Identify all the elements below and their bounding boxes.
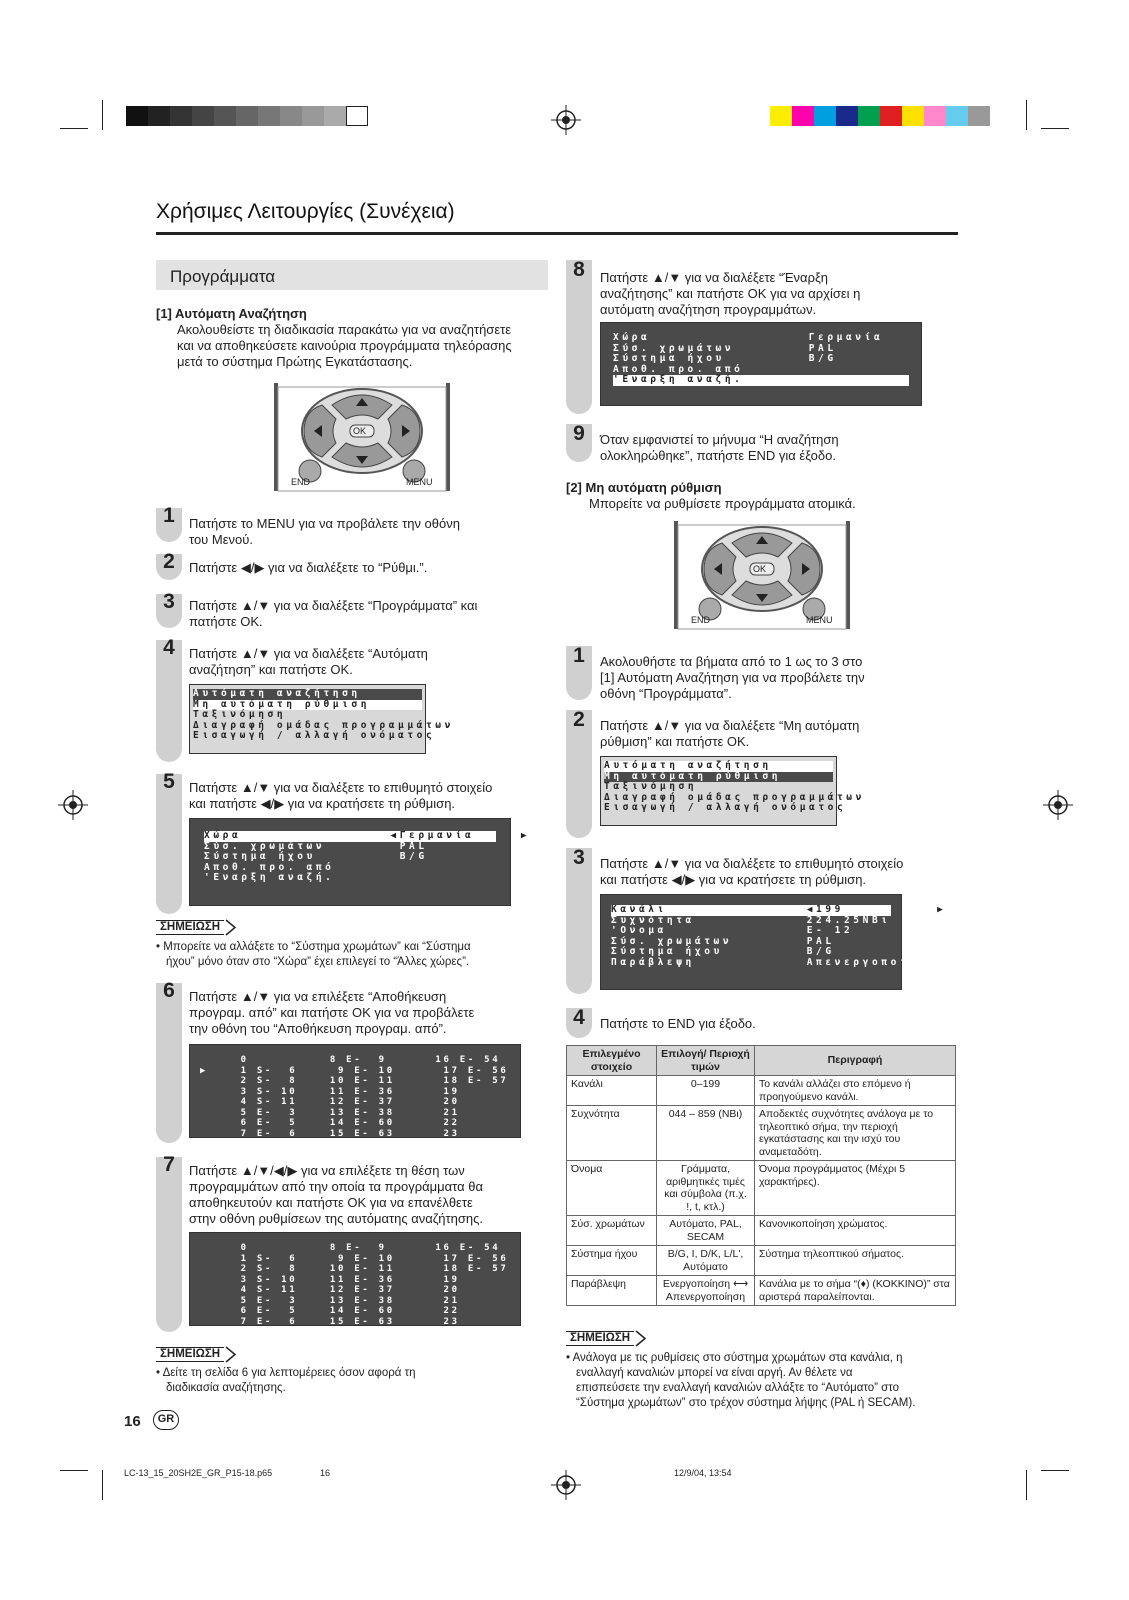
auto-intro-line: και να αποθηκεύσετε καινούρια προγράμματα τηλεόρασης (177, 338, 512, 353)
note-label: ΣΗΜΕΙΩΣΗ (566, 1331, 634, 1346)
step-text: ρύθμιση” και πατήστε OK. (600, 734, 750, 749)
step-number: 3 (573, 846, 585, 869)
osd-row: Διαγραφή ομάδας προγραμμάτων (604, 791, 865, 803)
crop-mark (1041, 1470, 1069, 1471)
osd-menu (600, 756, 865, 826)
osd-row: 1 S- 6 9 E- 10 17 E- 56 (200, 1253, 509, 1264)
note-text: διαδικασία αναζήτησης. (166, 1382, 286, 1394)
osd-row: 3 S- 10 11 E- 36 19 (200, 1274, 460, 1285)
step-number: 4 (573, 1006, 585, 1029)
osd-row: Ταξινόμηση (193, 709, 287, 720)
program-grid (189, 1044, 521, 1138)
osd-row: 6 E- 5 14 E- 60 22 (200, 1118, 460, 1128)
step-text: αναζήτησης” και πατήστε OK για να αρχίσει η (600, 286, 861, 301)
table-cell: Όνομα (567, 1161, 657, 1216)
table-cell: Αποδεκτές συχνότητες ανάλογα με το τηλεοπτικό σήμα, την περιοχή εγκατάστασης και την ισχύ του αναμεταδότη. (755, 1106, 956, 1161)
page-number: 16 (124, 1413, 141, 1430)
osd-row: Χώρα ◀Γερμανία ▶ (204, 830, 531, 841)
table-header: Επιλεγμένο στοιχείο (567, 1046, 657, 1076)
title-rule (156, 232, 958, 235)
step-text: Πατήστε ◀/▶ για να διαλέξετε το “Ρύθμι.”. (189, 560, 428, 575)
step-bar (156, 983, 182, 1143)
osd-menu (189, 684, 454, 754)
step-text: Πατήστε ▲/▼/◀/▶ για να επιλέξετε τη θέση των (189, 1163, 465, 1178)
step-text: Πατήστε ▲/▼ για να διαλέξετε το επιθυμητό στοιχείο (189, 780, 493, 795)
step-text: Πατήστε ▲/▼ για να επιλέξετε “Αποθήκευση (189, 989, 447, 1004)
crop-mark (1026, 100, 1027, 130)
footer-filename: LC-13_15_20SH2E_GR_P15-18.p65 (124, 1468, 273, 1478)
table-cell: Το κανάλι αλλάζει στο επόμενο ή προηγούμενο κανάλι. (755, 1076, 956, 1106)
step-number: 2 (163, 550, 175, 573)
osd-row: 2 S- 8 10 E- 11 18 E- 57 (200, 1264, 509, 1274)
step-number: 8 (573, 258, 585, 281)
end-button-label: END (691, 615, 711, 625)
table-cell: Όνομα προγράμματος (Μέχρι 5 χαρακτήρες). (755, 1161, 956, 1216)
step-text: στην οθόνη ρυθμίσεων της αυτόματης αναζήτησης. (189, 1211, 483, 1226)
program-grid (189, 1232, 521, 1326)
calibration-swatch (280, 106, 302, 126)
osd-row: Σύστημα ήχου B/G (613, 353, 837, 364)
calibration-swatch (148, 106, 170, 126)
ok-button-label: OK (753, 564, 767, 574)
table-cell: 044 – 859 (NBι) (657, 1106, 755, 1161)
table-cell: Συχνότητα (567, 1106, 657, 1161)
step-number: 7 (163, 1153, 175, 1176)
calibration-swatch (258, 106, 280, 126)
step-text: Πατήστε ▲/▼ για να διαλέξετε “Μη αυτόματη (600, 718, 860, 733)
step-text: προγραμμάτων από την οποία τα προγράμματα θα (189, 1179, 483, 1194)
table-cell: 0–199 (657, 1076, 755, 1106)
calibration-swatch (968, 106, 990, 126)
osd-row: 2 S- 8 10 E- 11 18 E- 57 (200, 1076, 509, 1086)
note-text: • Μπορείτε να αλλάξετε το “Σύστημα χρωμάτων” και “Σύστημα (156, 941, 471, 953)
auto-intro-line: Ακολουθείστε τη διαδικασία παρακάτω για να αναζητήσετε (177, 322, 512, 337)
table-cell: Κανάλι (567, 1076, 657, 1106)
table-cell: Παράβλεψη (567, 1276, 657, 1306)
calibration-swatch (902, 106, 924, 126)
calibration-swatch (214, 106, 236, 126)
menu-button-label: MENU (406, 477, 433, 487)
step-text: οθόνη “Προγράμματα”. (600, 686, 732, 701)
step-text: και πατήστε ◀/▶ για να κρατήσετε τη ρύθμιση. (600, 872, 867, 887)
osd-row: 'Εναρξη αναζή. (204, 872, 335, 883)
note-text: • Δείτε τη σελίδα 6 για λεπτομέρειες όσον αφορά τη (156, 1367, 416, 1379)
step-number: 5 (163, 770, 175, 793)
remote-illustration (274, 383, 450, 493)
osd-row: 4 S- 11 12 E- 37 20 (200, 1097, 460, 1107)
step-text: Πατήστε το END για έξοδο. (600, 1016, 756, 1031)
osd-row: Αυτόματη αναζήτηση (604, 761, 833, 772)
osd-row: Μη αυτόματη ρύθμιση (604, 772, 833, 783)
table-header: Περιγραφή (755, 1046, 956, 1076)
step-text: προγραμ. από” και πατήστε OK για να προβάλετε (189, 1005, 475, 1020)
remote-illustration (674, 521, 850, 631)
step-number: 1 (573, 644, 585, 667)
step-number: 9 (573, 422, 585, 445)
step-text: Πατήστε ▲/▼ για να διαλέξετε “Προγράμματα” και (189, 598, 478, 613)
registration-mark-icon (551, 1470, 581, 1500)
step-text: αυτόματη αναζήτηση προγραμμάτων. (600, 302, 817, 317)
calibration-swatch (192, 106, 214, 126)
step-text: ολοκληρώθηκε”, πατήστε END για έξοδο. (600, 448, 836, 463)
calibration-swatch (858, 106, 880, 126)
table-cell: Αυτόματο, PAL, SECAM (657, 1216, 755, 1246)
registration-mark-icon (58, 790, 88, 820)
osd-row: Χώρα Γερμανία (613, 332, 884, 343)
osd-row: Κανάλι ◀199 ▶ (611, 904, 947, 915)
note-label: ΣΗΜΕΙΩΣΗ (156, 1347, 224, 1362)
osd-row: Σύσ. χρωμάτων PAL (613, 342, 837, 354)
osd-row: Συχνότητα 224.25NBι (611, 914, 891, 926)
table-row (567, 1246, 956, 1276)
osd-menu (600, 894, 947, 990)
end-button-label: END (291, 477, 311, 487)
auto-intro-line: μετά το σύστημα Πρώτης Εγκατάστασης. (177, 354, 413, 369)
note-arrow-icon (226, 920, 236, 935)
step-text: και πατήστε ◀/▶ για να κρατήσετε τη ρύθμιση. (189, 796, 456, 811)
table-cell: Σύστημα ήχου (567, 1246, 657, 1276)
osd-row: 7 E- 6 15 E- 63 23 (200, 1128, 460, 1139)
osd-row: 5 E- 3 13 E- 38 21 (200, 1295, 460, 1306)
osd-row: Εισαγωγή / αλλαγή ονόματος (193, 730, 436, 741)
table-row (567, 1216, 956, 1246)
osd-row: 6 E- 5 14 E- 60 22 (200, 1306, 460, 1316)
note-text: επισπεύσετε την εναλλαγή καναλιών αλλάξτε το “Αυτόματο” στο (576, 1382, 900, 1394)
calibration-swatch (770, 106, 792, 126)
step-bar (156, 774, 182, 914)
step-text: [1] Αυτόματη Αναζήτηση για να προβάλετε την (600, 670, 865, 685)
registration-mark-icon (1043, 790, 1073, 820)
calibration-swatch (880, 106, 902, 126)
table-row (567, 1106, 956, 1161)
note-text: “Σύστημα χρωμάτων” στο τρέχον σύστημα λήψης (PAL ή SECAM). (576, 1397, 916, 1409)
table-cell: Κανονικοποίηση χρώματος. (755, 1216, 956, 1246)
osd-row: Αποθ. προ. από (613, 363, 744, 375)
step-text: πατήστε OK. (189, 614, 263, 629)
table-row (567, 1076, 956, 1106)
step-number: 1 (163, 504, 175, 527)
calibration-swatch (924, 106, 946, 126)
osd-row: 4 S- 11 12 E- 37 20 (200, 1285, 460, 1295)
calibration-swatch (346, 106, 368, 126)
osd-row: 0 8 E- 9 16 E- 54 (200, 1055, 501, 1065)
registration-mark-icon (551, 105, 581, 135)
step-text: Πατήστε το MENU για να προβάλετε την οθόνη (189, 516, 460, 531)
osd-row: Μη αυτόματη ρύθμιση (193, 700, 422, 711)
crop-mark (102, 1470, 103, 1500)
step-number: 4 (163, 636, 175, 659)
step-text: του Μενού. (189, 532, 253, 547)
step-text: αποθηκευτούν και πατήστε OK για να επανέλθετε (189, 1195, 473, 1210)
crop-mark (102, 100, 103, 130)
step-number: 2 (573, 708, 585, 731)
calibration-swatch (836, 106, 858, 126)
osd-row: 0 8 E- 9 16 E- 54 (200, 1243, 501, 1253)
table-cell: Ενεργοποίηση ⟷ Απενεργοποίηση (657, 1276, 755, 1306)
osd-row: Αποθ. προ. από (204, 861, 335, 873)
step-number: 6 (163, 979, 175, 1002)
footer-date: 12/9/04, 13:54 (674, 1468, 732, 1478)
footer-page: 16 (320, 1468, 331, 1478)
step-text: Πατήστε ▲/▼ για να διαλέξετε το επιθυμητό στοιχείο (600, 856, 904, 871)
menu-button-label: MENU (806, 615, 833, 625)
crop-mark (1026, 1470, 1027, 1500)
step-text: την οθόνη του “Αποθήκευση προγραμ. από”. (189, 1021, 447, 1036)
note-text: • Ανάλογα με τις ρυθμίσεις στο σύστημα χρωμάτων στα κανάλια, η (566, 1352, 903, 1364)
osd-row: Σύσ. χρωμάτων PAL (611, 935, 835, 947)
note-arrow-icon (226, 1347, 236, 1362)
calibration-swatch (126, 106, 148, 126)
calibration-swatch (814, 106, 836, 126)
page-title: Χρήσιμες Λειτουργίες (Συνέχεια) (156, 200, 455, 223)
manual-tuning-heading: [2] Μη αυτόματη ρύθμιση (566, 480, 722, 495)
manual-intro: Μπορείτε να ρυθμίσετε προγράμματα ατομικά. (589, 496, 856, 511)
settings-table (566, 1045, 956, 1306)
crop-mark (60, 1470, 88, 1471)
language-badge: GR (153, 1410, 179, 1430)
osd-row: Αυτόματη αναζήτηση (193, 689, 422, 700)
note-text: εναλλαγή καναλιών μπορεί να είναι αργή. Αν θέλετε να (576, 1367, 853, 1379)
osd-row: 7 E- 6 15 E- 63 23 (200, 1316, 460, 1327)
osd-row: ▶ 1 S- 6 9 E- 10 17 E- 56 (200, 1065, 509, 1076)
grayscale-calibration-bar (126, 106, 368, 126)
osd-row: 3 S- 10 11 E- 36 19 (200, 1086, 460, 1097)
table-cell: Σύσ. χρωμάτων (567, 1216, 657, 1246)
osd-row: Σύστημα ήχου B/G (204, 851, 428, 862)
step-number: 3 (163, 590, 175, 613)
section-title: Προγράμματα (156, 260, 548, 290)
step-text: αναζήτηση” και πατήστε OK. (189, 662, 353, 677)
osd-menu (189, 818, 531, 906)
osd-row: Διαγραφή ομάδας προγραμμάτων (193, 719, 454, 731)
step-text: Πατήστε ▲/▼ για να διαλέξετε “Αυτόματη (189, 646, 428, 661)
step-bar (156, 1157, 182, 1332)
osd-row: 5 E- 3 13 E- 38 21 (200, 1107, 460, 1118)
osd-menu (600, 322, 922, 406)
note-arrow-icon (636, 1331, 646, 1346)
osd-row: Σύστημα ήχου B/G (611, 946, 835, 957)
color-calibration-bar (770, 106, 990, 126)
ok-button-label: OK (353, 426, 367, 436)
calibration-swatch (302, 106, 324, 126)
osd-row: Εισαγωγή / αλλαγή ονόματος (604, 802, 847, 813)
osd-row: 'Εναρξη αναζή. (613, 375, 909, 386)
note-text: ήχου” μόνο όταν στο “Χώρα” έχει επιλεγεί το “Άλλες χώρες”. (166, 956, 470, 968)
osd-row: Παράβλεψη Απενεργοποίηση (611, 956, 938, 968)
osd-row: Ταξινόμηση (604, 781, 698, 792)
table-cell: Γράμματα, αριθμητικές τιμές και σύμβολα (π.χ. !, t, κτλ.) (657, 1161, 755, 1216)
table-cell: Σύστημα τηλεοπτικού σήματος. (755, 1246, 956, 1276)
osd-row: Σύσ. χρωμάτων PAL (204, 840, 428, 852)
step-text: Ακολουθήστε τα βήματα από το 1 ως το 3 στο (600, 654, 863, 669)
step-text: Όταν εμφανιστεί το μήνυμα “Η αναζήτηση (600, 432, 839, 447)
table-row (567, 1276, 956, 1306)
table-header: Επιλογή/ Περιοχή τιμών (657, 1046, 755, 1076)
crop-mark (60, 128, 88, 129)
step-text: Πατήστε ▲/▼ για να διαλέξετε “Έναρξη (600, 270, 829, 285)
calibration-swatch (792, 106, 814, 126)
crop-mark (1041, 128, 1069, 129)
osd-row: 'Ονομα E- 12 (611, 925, 854, 936)
calibration-swatch (236, 106, 258, 126)
auto-search-heading: [1] Αυτόματη Αναζήτηση (156, 306, 307, 321)
note-label: ΣΗΜΕΙΩΣΗ (156, 920, 224, 935)
calibration-swatch (170, 106, 192, 126)
calibration-swatch (946, 106, 968, 126)
calibration-swatch (324, 106, 346, 126)
table-cell: Κανάλια με το σήμα “(♦) (ΚΟΚΚΙΝΟ)” στα αριστερά παραλείπονται. (755, 1276, 956, 1306)
table-cell: B/G, I, D/K, L/L', Αυτόματο (657, 1246, 755, 1276)
step-bar (566, 260, 592, 414)
table-row (567, 1161, 956, 1216)
